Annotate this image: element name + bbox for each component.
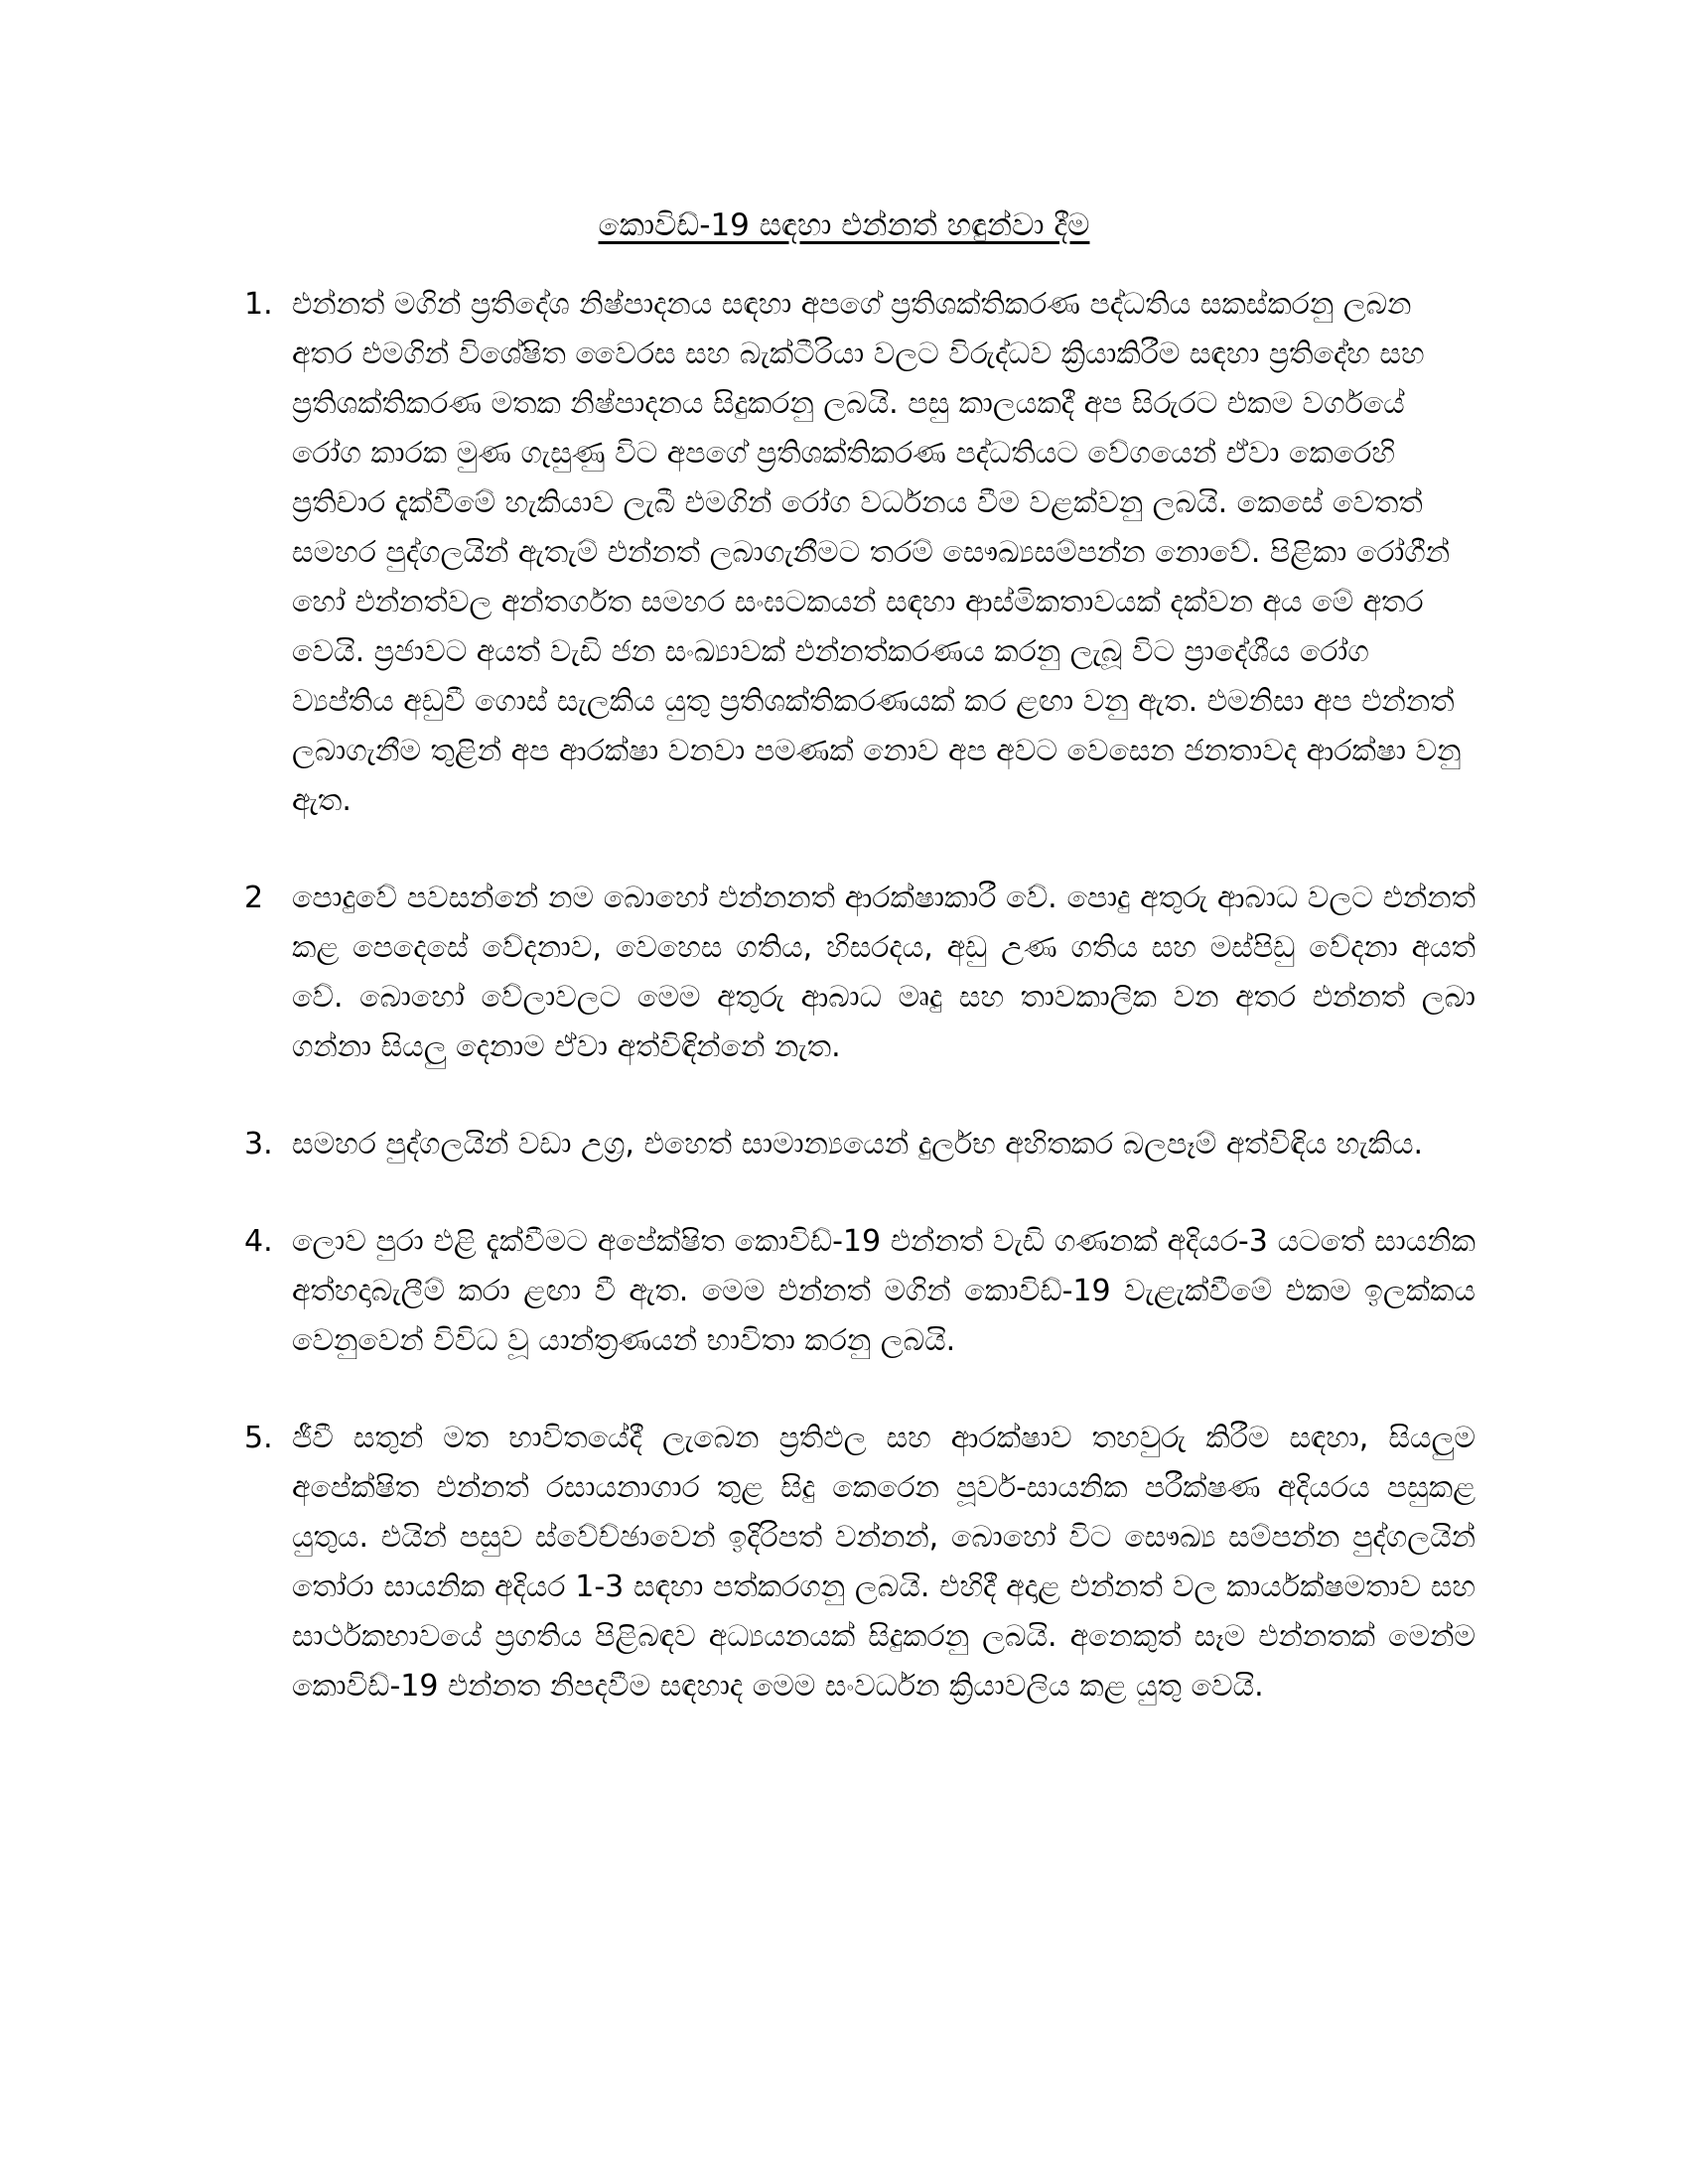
list-item-number: 5. [244,1421,273,1455]
list-item-number: 3. [244,1127,273,1161]
list-item-number: 4. [244,1224,273,1259]
list-item-text: ජීවී සතුන් මත භාවිතයේදී ලැබෙන ප්‍රතිඵල සහ ආරක්ෂාව තහවුරු කිරීම සඳහා, සියලුම අපේක්ෂිත එන්නත් රසායනාගාර තුළ සිදු කෙරෙන පූර්ව-සායනික පරීක්ෂණ අදියරය පසුකළ යුතුය. එයින් පසුව ස්වේච්ඡාවෙන් ඉදිරිපත් වන්නන්, බොහෝ විට සෞඛ්‍ය සම්පන්න පුද්ගලයින් තෝරා සායනික අදියර 1-3 සඳහා පත්කරගනු ලබයි. එහිදී අදාළ එන්නත් වල කාර්යක්ෂමතාව සහ සාර්ථකභාවයේ ප්‍රගතිය පිළිබඳව අධ්‍යයනයක් සිදුකරනු ලබයි. අනෙකුත් සෑම එන්නතක් මෙන්ම කොවිඩ්-19 එන්නත නිපදවීම සඳහාද මෙම සංවර්ධන ක්‍රියාවලිය කළ යුතු වෙයි. [292,1421,1476,1704]
list-item-number: 2 [244,881,264,915]
list-item [244,1217,1476,1366]
list-item-text: සමහර පුද්ගලයින් වඩා උග්‍ර, එහෙත් සාමාන්‍යයෙන් දුර්ලභ අහිතකර බලපෑම් අත්විඳිය හැකිය. [292,1127,1424,1161]
list-item-text: පොදුවේ පවසන්නේ නම බොහෝ එන්නනත් ආරක්ෂාකාරී වේ. පොදු අතුරු ආබාධ වලට එන්නත් කළ පෙදෙසේ වේදනාව, වෙහෙස ගතිය, හිසරදය, අඩු උණ ගතිය සහ මස්පිඩු වේදනා අයත් වේ. බොහෝ වේලාවලට මෙම අතුරු ආබාධ මෘදු සහ තාවකාලික වන අතර එන්නත් ලබා ගන්නා සියලු දෙනාම ඒවා අත්විඳින්නේ නැත. [292,881,1476,1064]
list-item [244,1120,1476,1169]
document-title: කොවිඩ්-19 සඳහා එන්නත් හඳුන්වා දීම [598,207,1090,243]
list-item-number: 1. [244,287,273,322]
list-item [244,874,1476,1072]
list-item-text: ලොව පුරා එළි දැක්වීමට අපේක්ෂිත කොවිඩ්-19 එන්නත් වැඩි ගණනක් අදියර-3 යටතේ සායනික අත්හදාබැලීම් කරා ළඟා වී ඇත. මෙම එන්නත් මගින් කොවිඩ්-19 වැළැක්වීමේ එකම ඉලක්කය වෙනුවෙන් විවිධ වූ යාන්ත්‍රණයන් භාවිතා කරනු ලබයි. [292,1224,1476,1358]
list-item-text: එන්නත් මගින් ප්‍රතිදේශ නිෂ්පාදනය සඳහා අපගේ ප්‍රතිශක්තිකරණ පද්ධතිය සකස්කරනු ලබන අතර එමගින් විශේෂිත වෛරස සහ බැක්ටීරියා වලට විරුද්ධව ක්‍රියාකිරීම සඳහා ප්‍රතිදේහ සහ ප්‍රතිශක්තිකරණ මතක නිෂ්පාදනය සිදුකරනු ලබයි. පසු කාලයකදී අප සිරුරට එකම වර්ගයේ රෝග කාරක මුණ ගැසුණු විට අපගේ ප්‍රතිශක්තිකරණ පද්ධතියට වේගයෙන් ඒවා කෙරෙහි ප්‍රතිචාර දැක්වීමේ හැකියාව ලැබී එමගින් රෝග වර්ධනය වීම වළක්වනු ලබයි. කෙසේ වෙතත් සමහර පුද්ගලයින් ඇතැම් එන්නත් ලබාගැනීමට තරම් සෞඛ්‍යසම්පන්න නොවේ. පිළිකා රෝගීන් හෝ එන්නත්වල අන්තර්ගත සමහර සංඝටකයන් සඳහා ආස්මිකතාවයක් දක්වන අය මේ අතර වෙයි. ප්‍රජාවට අයත් වැඩි ජන සංඛ්‍යාවක් එන්නත්කරණය කරනු ලැබූ විට ප්‍රාදේශීය රෝග ව්‍යප්තිය අඩුවී ගොස් සැලකිය යුතු ප්‍රතිශක්තිකරණයක් කර ළඟා වනු ඇත. එමනිසා අප එන්නත් ලබාගැනීම තුළින් අප ආරක්ෂා වනවා පමණක් නොව අප අවට වෙසෙන ජනතාවද ආරක්ෂා වනු ඇත. [292,287,1462,818]
list-item [244,280,1476,826]
list-item [244,1414,1476,1711]
numbered-list [244,280,1476,1759]
